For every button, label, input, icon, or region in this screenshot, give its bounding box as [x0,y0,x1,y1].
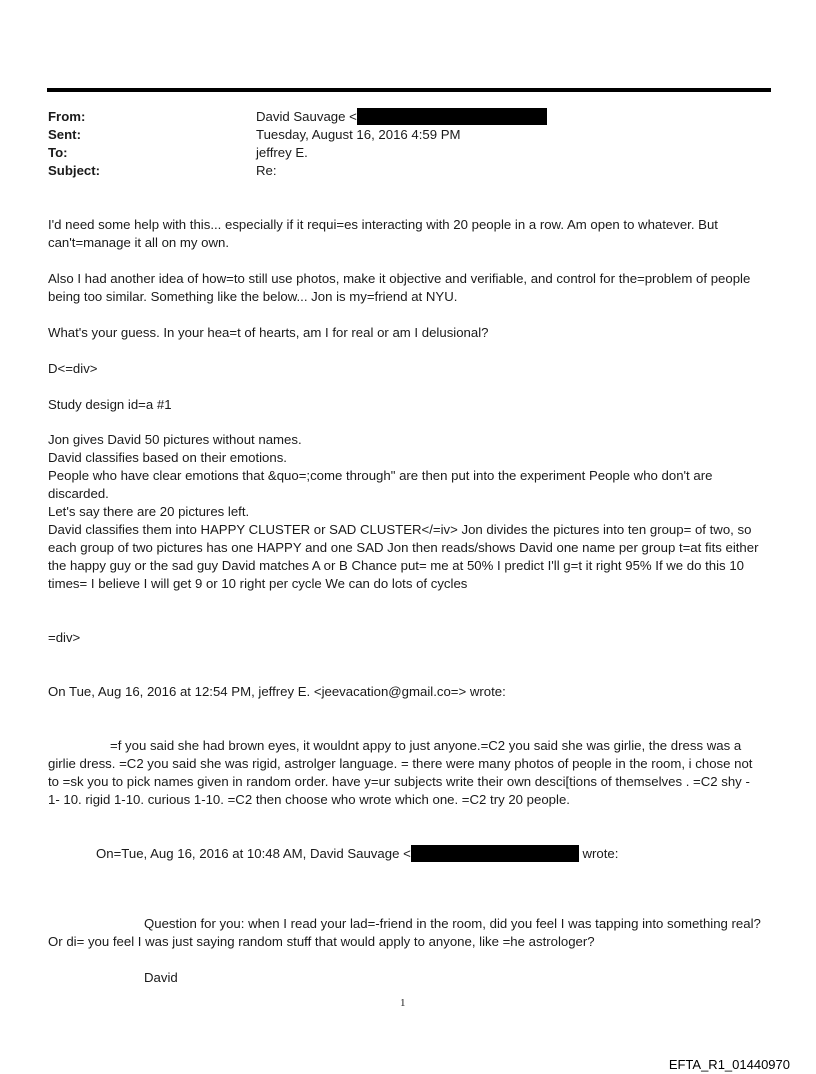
redaction-box [411,845,579,862]
subject-value: Re: [256,163,277,178]
subject-row [48,162,768,180]
body-paragraph: =div> [48,630,81,645]
document-id: EFTA_R1_01440970 [668,1057,790,1072]
quoted-header: On Tue, Aug 16, 2016 at 12:54 PM, jeffrey E. <jeevacation@gmail.co=> wrote: [48,684,506,699]
header-rule [47,88,771,92]
page-number: 1 [400,997,406,1009]
body-paragraph: Study design id=a #1 [48,397,172,412]
body-paragraph: What's your guess. In your hea=t of hearts, am I for real or am I delusional? [48,325,489,340]
from-name: David Sauvage < [256,109,357,124]
body-line: Jon gives David 50 pictures without names. [48,432,302,447]
nested-quote-suffix: wrote: [582,846,619,861]
from-label: From: [48,109,86,124]
sent-label: Sent: [48,127,81,142]
nested-quoted-header [96,845,618,863]
nested-quote-prefix: On=Tue, Aug 16, 2016 at 10:48 AM, David Sauvage < [96,846,411,861]
subject-label: Subject: [48,163,101,178]
body-paragraph: I'd need some help with this... especially if it requi=es interacting with 20 people in a row. Am open to whatever. But can't=manage it all on my own. [48,217,718,250]
body-line: David classifies them into HAPPY CLUSTER or SAD CLUSTER</=iv> Jon divides the pictures into ten group= of two, so each group of two pictures has one HAPPY and one SAD Jon then reads/shows David one name per group t=at fits either the happy guy or the sad guy David matches A or B Chance put= me at 50% I predict I'll g=t it right 95% If we do this 10 times= I believe I will get 9 or 10 right per cycle We can do lots of cycles [48,522,759,591]
redaction-box [357,108,547,125]
body-line: David classifies based on their emotions. [48,450,287,465]
from-row [48,108,768,126]
body-line: Let's say there are 20 pictures left. [48,504,250,519]
body-paragraph: D<=div> [48,361,98,376]
sent-value: Tuesday, August 16, 2016 4:59 PM [256,127,461,142]
quoted-paragraph: =f you said she had brown eyes, it wouldnt appy to just anyone.=C2 you said she was girlie, the dress was a girlie dress. =C2 you said she was rigid, astrolger language. = there were many photos of people in the room, i chose not to =sk you to pick names given in random order. have y=ur subjects write their own desci[tions of themselves . =C2 shy - 1- 10. rigid 1-10. curious 1-10. =C2 then choose who wrote which one. =C2 try 20 people. [48,738,753,807]
to-value: jeffrey E. [256,145,308,160]
to-row [48,144,768,162]
body-paragraph: Also I had another idea of how=to still use photos, make it objective and verifiable, and control for the=problem of people being too similar. Something like the below... Jon is my=friend at NYU. [48,271,751,304]
sent-row [48,126,768,144]
nested-quoted-paragraph: Question for you: when I read your lad=-friend in the room, did you feel I was tapping into something real? Or di= you feel I was just saying random stuff that would apply to anyone, like =he astrologer? [48,916,761,949]
body-line: People who have clear emotions that &quo=;come through" are then put into the experiment People who don't are discarded. [48,468,713,501]
signature: David [144,970,178,985]
from-value [256,108,547,126]
to-label: To: [48,145,68,160]
